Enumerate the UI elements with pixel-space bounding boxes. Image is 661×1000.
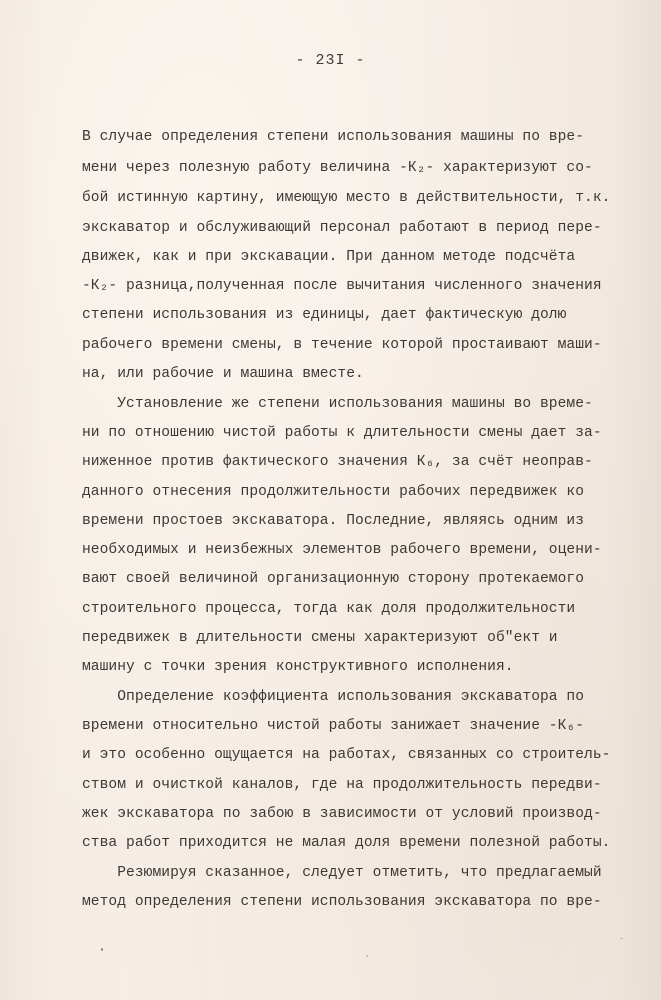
- text-line: вают своей величиной организационную сторону протекаемого: [82, 571, 585, 587]
- page-number: - 23I -: [295, 52, 366, 69]
- text-line: машину с точки зрения конструктивного исполнения.: [82, 659, 514, 675]
- text-line: ниженное против фактического значения К₆, за счёт неоправ-: [82, 454, 593, 470]
- text-line: времени простоев экскаватора. Последние, являясь одним из: [82, 513, 585, 529]
- text-line: на, или рабочие и машина вместе.: [82, 366, 364, 382]
- paper-speck: [620, 938, 623, 939]
- paper-speck: [366, 955, 368, 957]
- text-line: степени использования из единицы, дает фактическую долю: [82, 307, 567, 323]
- text-line: движек, как и при экскавации. При данном методе подсчёта: [82, 249, 576, 265]
- text-line: метод определения степени использования экскаватора по вре-: [82, 894, 602, 910]
- text-line: -К₂- разница,полученная после вычитания численного значения: [82, 278, 602, 294]
- text-line: Резюмируя сказанное, следует отметить, что предлагаемый: [82, 865, 602, 881]
- text-line: Определение коэффициента использования экскаватора по: [82, 689, 585, 705]
- text-line: Установление же степени использования машины во време-: [82, 396, 593, 412]
- text-line: строительного процесса, тогда как доля продолжительности: [82, 601, 576, 617]
- text-line: передвижек в длительности смены характеризуют об"ект и: [82, 630, 558, 646]
- text-line: бой истинную картину, имеющую место в действительности, т.к.: [82, 190, 611, 206]
- text-line: экскаватор и обслуживающий персонал работают в период пере-: [82, 220, 602, 236]
- text-line: времени относительно чистой работы занижает значение -К₆-: [82, 718, 585, 734]
- text-line: ства работ приходится не малая доля времени полезной работы.: [82, 835, 611, 851]
- text-line: данного отнесения продолжительности рабочих передвижек ко: [82, 484, 585, 500]
- text-line: ни по отношению чистой работы к длительности смены дает за-: [82, 425, 602, 441]
- paper-speck: [101, 948, 103, 951]
- text-line: и это особенно ощущается на работах, связанных со строитель-: [82, 747, 611, 763]
- text-line: жек экскаватора по забою в зависимости от условий производ-: [82, 806, 602, 822]
- text-line: необходимых и неизбежных элементов рабочего времени, оцени-: [82, 542, 602, 558]
- text-line: мени через полезную работу величина -К₂- характеризуют со-: [82, 160, 593, 176]
- text-line: рабочего времени смены, в течение которой простаивают маши-: [82, 337, 602, 353]
- text-line: В случае определения степени использования машины по вре-: [82, 129, 585, 145]
- text-line: ством и очисткой каналов, где на продолжительность передви-: [82, 777, 602, 793]
